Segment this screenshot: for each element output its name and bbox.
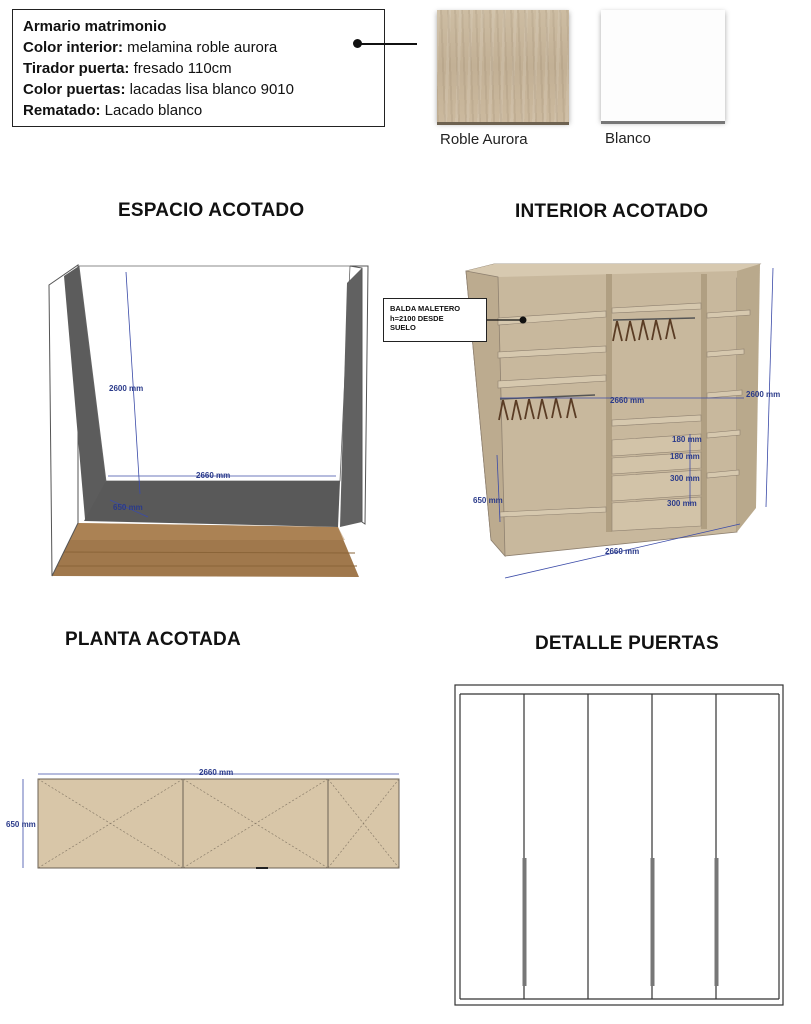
callout-line-2: h=2100 DESDE xyxy=(390,313,444,323)
planta-depth-label: 650 mm xyxy=(6,820,36,829)
drawer-dim-2: 180 mm xyxy=(670,452,700,461)
heading-interior: INTERIOR ACOTADO xyxy=(515,201,709,222)
interior-width-label: 2660 mm xyxy=(605,547,640,556)
drawer-dim-3: 300 mm xyxy=(670,474,700,483)
espacio-depth-label: 650 mm xyxy=(113,503,143,512)
spec-title: Armario matrimonio xyxy=(23,18,167,35)
planta-width-label: 2660 mm xyxy=(199,768,234,777)
spec-tirador: Tirador puerta: fresado 110cm xyxy=(23,60,232,77)
swatch-oak-label: Roble Aurora xyxy=(440,131,528,148)
heading-puertas: DETALLE PUERTAS xyxy=(535,633,719,654)
door-handle-1 xyxy=(523,858,527,986)
interior-depth-label: 650 mm xyxy=(473,496,503,505)
drawer-dim-1: 180 mm xyxy=(672,435,702,444)
door-handle-3 xyxy=(715,858,719,986)
interior-height-label: 2600 mm xyxy=(746,390,781,399)
heading-planta: PLANTA ACOTADA xyxy=(65,629,241,650)
espacio-height-label: 2600 mm xyxy=(109,384,144,393)
espacio-width-label: 2660 mm xyxy=(196,471,231,480)
spec-rematado: Rematado: Lacado blanco xyxy=(23,102,203,119)
interior-inner-width: 2660 mm xyxy=(610,396,645,405)
callout-line-3: SUELO xyxy=(390,323,416,332)
drawer-dim-4: 300 mm xyxy=(667,499,697,508)
door-handle-2 xyxy=(651,858,655,986)
spec-color-puertas: Color puertas: lacadas lisa blanco 9010 xyxy=(23,81,294,98)
heading-espacio: ESPACIO ACOTADO xyxy=(118,200,305,221)
swatch-white-label: Blanco xyxy=(605,130,651,147)
spec-color-interior: Color interior: melamina roble aurora xyxy=(23,39,278,56)
callout-line-1: BALDA MALETERO xyxy=(390,304,461,313)
